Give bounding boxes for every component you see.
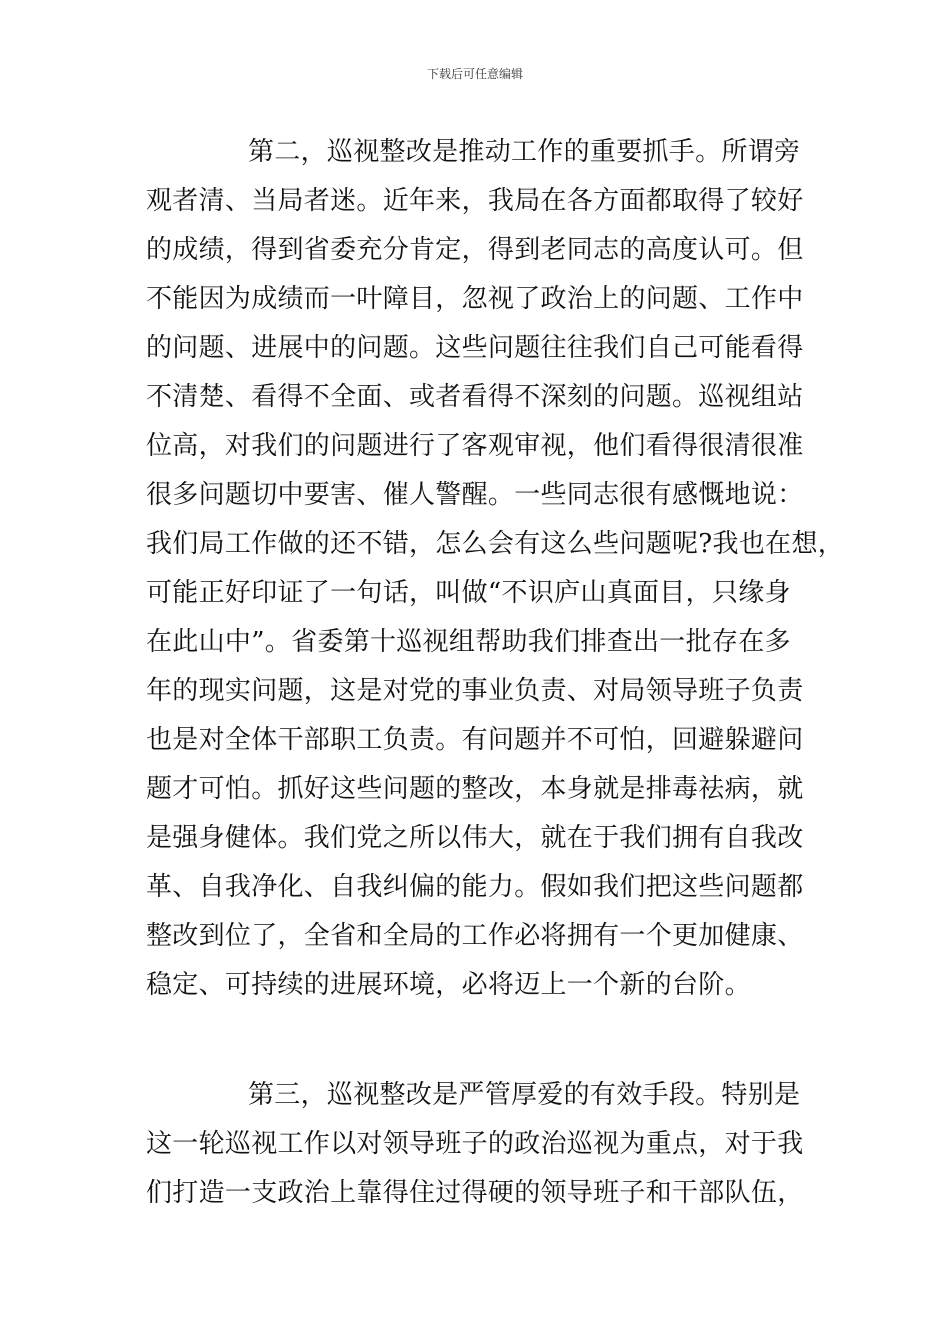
paragraph-1-line: 题才可怕。抓好这些问题的整改，本身就是排毒祛病，就: [146, 774, 804, 804]
paragraph-1-line: 整改到位了，全省和全局的工作必将拥有一个更加健康、: [146, 921, 804, 951]
paragraph-1-line: 不能因为成绩而一叶障目，忽视了政治上的问题、工作中: [146, 284, 804, 314]
paragraph-1-line: 是强身健体。我们党之所以伟大，就在于我们拥有自我改: [146, 823, 804, 853]
paragraph-2-line: 们打造一支政治上靠得住过得硬的领导班子和干部队伍，: [146, 1178, 804, 1208]
paragraph-1-line: 可能正好印证了一句话，叫做“不识庐山真面目，只缘身: [146, 578, 791, 608]
paragraph-1-line: 的问题、进展中的问题。这些问题往往我们自己可能看得: [146, 333, 804, 363]
paragraph-1-line: 我们局工作做的还不错，怎么会有这么些问题呢?我也在想，: [146, 529, 845, 559]
paragraph-1-line: 很多问题切中要害、催人警醒。一些同志很有感慨地说：: [146, 480, 804, 510]
paragraph-1-line: 稳定、可持续的进展环境，必将迈上一个新的台阶。: [146, 970, 751, 1000]
paragraph-1-line: 观者清、当局者迷。近年来，我局在各方面都取得了较好: [146, 186, 804, 216]
paragraph-1-line: 年的现实问题，这是对党的事业负责、对局领导班子负责: [146, 676, 804, 706]
paragraph-1-line: 第二，巡视整改是推动工作的重要抓手。所谓旁: [248, 137, 801, 167]
paragraph-1-line: 革、自我净化、自我纠偏的能力。假如我们把这些问题都: [146, 872, 804, 902]
paragraph-2-line: 第三，巡视整改是严管厚爱的有效手段。特别是: [248, 1080, 801, 1110]
paragraph-1-line: 也是对全体干部职工负责。有问题并不可怕，回避躲避问: [146, 725, 804, 755]
paragraph-1-line: 位高，对我们的问题进行了客观审视，他们看得很清很准: [146, 431, 804, 461]
paragraph-2-line: 这一轮巡视工作以对领导班子的政治巡视为重点，对于我: [146, 1129, 804, 1159]
paragraph-1-line: 不清楚、看得不全面、或者看得不深刻的问题。巡视组站: [146, 382, 804, 412]
paragraph-1-line: 在此山中”。省委第十巡视组帮助我们排查出一批存在多: [146, 627, 791, 657]
paragraph-1-line: 的成绩，得到省委充分肯定，得到老同志的高度认可。但: [146, 235, 804, 265]
page-header: 下载后可任意编辑: [426, 67, 523, 81]
